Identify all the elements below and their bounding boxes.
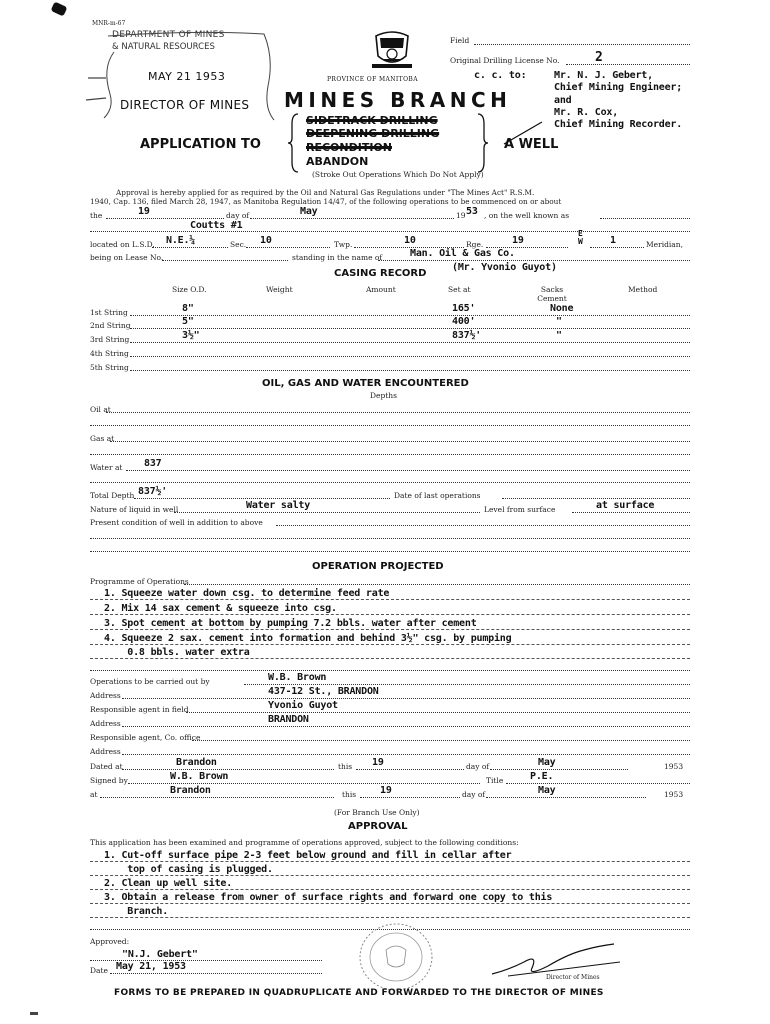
present-line-3 <box>90 551 690 552</box>
casing-sacks: " <box>556 330 562 341</box>
at-label: at <box>90 790 98 799</box>
casing-size: 5" <box>182 316 194 327</box>
month-line <box>250 218 454 219</box>
dated-year: 1953 <box>664 762 684 771</box>
address-label: Address <box>90 691 121 700</box>
water-value: 837 <box>144 458 162 469</box>
province-label: PROVINCE OF MANITOBA <box>327 76 418 83</box>
title-line <box>506 783 690 784</box>
op-abandon: ABANDON <box>306 155 369 168</box>
casing-row-line <box>130 356 690 357</box>
date-label: Date <box>90 966 108 975</box>
condition-line <box>90 903 690 904</box>
nature-value: Water salty <box>246 500 311 511</box>
cc-label: c. c. to: <box>474 70 527 81</box>
dated-this-label: this <box>338 762 353 771</box>
lsd-label: located on L.S.D. <box>90 240 155 249</box>
cc-line-1: Mr. N. J. Gebert, <box>554 70 653 81</box>
dated-label: Dated at <box>90 762 123 771</box>
dated-place: Brandon <box>176 757 217 768</box>
programme-line <box>90 644 690 645</box>
stamp-border <box>84 28 284 123</box>
at-place: Brandon <box>170 785 211 796</box>
casing-row-label: 3rd String <box>90 335 130 344</box>
condition-line <box>90 917 690 918</box>
dated-month: May <box>538 757 556 768</box>
casing-header-set-at: Set at <box>448 285 471 294</box>
at-this-label: this <box>342 790 357 799</box>
province-seal-icon <box>356 920 436 994</box>
stamp-director: DIRECTOR OF MINES <box>120 98 250 112</box>
programme-line <box>184 584 690 585</box>
address-value: 437-12 St., BRANDON <box>268 686 379 697</box>
casing-row-line <box>130 315 690 316</box>
total-depth-value: 837½' <box>138 486 168 497</box>
casing-header-weight: Weight <box>266 285 293 294</box>
cc-line-3: and <box>554 95 572 106</box>
office-line <box>192 740 690 741</box>
casing-sacks: None <box>550 303 574 314</box>
carried-line <box>244 684 690 685</box>
coat-of-arms-icon <box>370 26 414 70</box>
dated-day-line <box>356 769 464 770</box>
application-to-label: APPLICATION TO <box>140 137 261 152</box>
office-label: Responsible agent, Co. office <box>90 733 201 742</box>
approval-title: APPROVAL <box>348 821 408 832</box>
programme-line <box>90 629 690 630</box>
total-depth-label: Total Depth <box>90 491 135 500</box>
lsd-value: N.E.¼ <box>166 235 196 246</box>
at-day: 19 <box>380 785 392 796</box>
day-line <box>106 218 224 219</box>
condition-line <box>90 875 690 876</box>
cc-line-5: Chief Mining Recorder. <box>554 119 683 130</box>
casing-set-at: 165' <box>452 303 476 314</box>
level-label: Level from surface <box>484 505 556 514</box>
left-brace <box>288 112 300 174</box>
casing-size: 8" <box>182 303 194 314</box>
casing-title: CASING RECORD <box>334 268 427 279</box>
last-ops-line <box>502 498 690 499</box>
lsd-line <box>152 247 228 248</box>
address-3-label: Address <box>90 747 121 756</box>
op-deepening: DEEPENING DRILLING <box>306 127 440 140</box>
signed-line <box>128 783 480 784</box>
address-3-line <box>122 754 690 755</box>
condition-item: 2. Clean up well site. <box>104 878 233 889</box>
meridian-label: Meridian, <box>646 240 683 249</box>
nature-line <box>174 512 480 513</box>
right-brace <box>476 112 488 174</box>
date-line <box>110 973 322 974</box>
branch-title: MINES BRANCH <box>284 88 512 112</box>
approval-text-2: 1940, Cap. 136, filed March 28, 1947, as Manitoba Regulation 14/47, of the following operations to be commenced on or about <box>90 197 562 206</box>
license-line <box>566 64 690 65</box>
at-month-line <box>486 797 646 798</box>
day-value: 19 <box>138 206 150 217</box>
license-label: Original Drilling License No. <box>450 56 560 65</box>
well-known-label: , on the well known as <box>484 211 570 220</box>
programme-item: 1. Squeeze water down csg. to determine feed rate <box>104 588 390 599</box>
nature-label: Nature of liquid in well <box>90 505 179 514</box>
gas-label: Gas at <box>90 434 115 443</box>
water-label: Water at <box>90 463 123 472</box>
address-2-value: BRANDON <box>268 714 309 725</box>
programme-item: 2. Mix 14 sax cement & squeeze into csg. <box>104 603 337 614</box>
total-depth-line <box>134 498 390 499</box>
encountered-title: OIL, GAS AND WATER ENCOUNTERED <box>262 378 469 389</box>
carried-value: W.B. Brown <box>268 672 327 683</box>
programme-item: 0.8 bbls. water extra <box>104 647 250 658</box>
standing-value: Man. Oil & Gas Co. <box>410 248 515 259</box>
water-line-2 <box>90 482 690 483</box>
programme-item: 4. Squeeze 2 sax. cement into formation and behind 3½" csg. by pumping <box>104 633 512 644</box>
projected-title: OPERATION PROJECTED <box>312 561 444 572</box>
casing-row-line <box>130 328 690 329</box>
oil-line-2 <box>90 425 690 426</box>
condition-item: 3. Obtain a release from owner of surface rights and forward one copy to this <box>104 892 553 903</box>
address-2-line <box>122 726 690 727</box>
gas-line-2 <box>90 454 690 455</box>
approval-text-1: Approval is hereby applied for as required by the Oil and Natural Gas Regulations under "The Mines Act" R.S.M. <box>116 188 535 197</box>
month-value: May <box>300 206 318 217</box>
rge-value: 19 <box>512 235 524 246</box>
dated-month-line <box>490 769 628 770</box>
lease-line <box>162 260 288 261</box>
at-dayof-label: day of <box>462 790 486 799</box>
title-label: Title <box>486 776 504 785</box>
signed-label: Signed by <box>90 776 128 785</box>
casing-row-label: 5th String <box>90 363 129 372</box>
casing-row-line <box>130 342 690 343</box>
at-day-line <box>360 797 460 798</box>
casing-sacks: " <box>556 316 562 327</box>
cc-line-2: Chief Mining Engineer; <box>554 82 683 93</box>
field-line <box>474 44 690 45</box>
casing-row-label: 2nd String <box>90 321 131 330</box>
programme-line <box>90 599 690 600</box>
meridian-line <box>590 247 644 248</box>
programme-line <box>90 614 690 615</box>
casing-header-method: Method <box>628 285 658 294</box>
license-value: 2 <box>595 50 603 65</box>
level-value: at surface <box>596 500 655 511</box>
casing-header-amount: Amount <box>366 285 396 294</box>
approval-note: This application has been examined and programme of operations approved, subject to the following conditions: <box>90 838 519 847</box>
form-number: MNR-m-67 <box>92 20 126 27</box>
condition-item: 1. Cut-off surface pipe 2-3 feet below ground and fill in cellar after <box>104 850 512 861</box>
agent-line <box>186 712 690 713</box>
well-name: Coutts #1 <box>190 220 243 231</box>
condition-item: top of casing is plugged. <box>104 864 273 875</box>
meridian-number: 1 <box>610 235 616 246</box>
strike-note: (Stroke Out Operations Which Do Not Apply) <box>312 170 484 179</box>
casing-owner: (Mr. Yvonio Guyot) <box>452 262 557 273</box>
twp-label: Twp. <box>334 240 353 249</box>
lease-label: being on Lease No. <box>90 253 164 262</box>
footer-instructions: FORMS TO BE PREPARED IN QUADRUPLICATE AND FORWARDED TO THE DIRECTOR OF MINES <box>114 988 604 998</box>
sec-label: Sec. <box>230 240 247 249</box>
at-year: 1953 <box>664 790 684 799</box>
casing-row-label: 4th String <box>90 349 129 358</box>
year-prefix: 19 <box>456 211 466 220</box>
programme-line <box>90 658 690 659</box>
agent-value: Yvonio Guyot <box>268 700 338 711</box>
scan-mark <box>30 1012 38 1015</box>
standing-label: standing in the name of <box>292 253 383 262</box>
condition-line <box>90 889 690 890</box>
level-line <box>572 512 690 513</box>
title-value: P.E. <box>530 771 554 782</box>
at-month: May <box>538 785 556 796</box>
branch-use-label: (For Branch Use Only) <box>334 808 420 817</box>
stamp-date: MAY 21 1953 <box>148 70 226 83</box>
at-place-line <box>100 797 334 798</box>
standing-line <box>378 260 690 261</box>
sec-value: 10 <box>260 235 272 246</box>
present-label: Present condition of well in addition to above <box>90 518 263 527</box>
depths-label: Depths <box>370 391 397 400</box>
day-of-label: day of <box>226 211 250 220</box>
signed-value: W.B. Brown <box>170 771 229 782</box>
a-well-label: A WELL <box>504 137 559 152</box>
well-name-line <box>90 231 690 232</box>
approved-value: "N.J. Gebert" <box>122 949 198 960</box>
direction-value: E W <box>578 229 583 246</box>
casing-header-sacks: Sacks Cement <box>537 285 567 303</box>
casing-size: 3½" <box>182 330 200 341</box>
water-line <box>126 470 690 471</box>
director-label: Director of Mines <box>546 974 600 981</box>
oil-line <box>106 412 690 413</box>
well-known-line <box>600 218 690 219</box>
the-label: the <box>90 211 103 220</box>
rge-label: Rge. <box>466 240 484 249</box>
op-recondition: RECONDITION <box>306 141 392 154</box>
address-line <box>122 698 690 699</box>
casing-header-size: Size O.D. <box>172 285 207 294</box>
casing-row-label: 1st String <box>90 308 128 317</box>
address-2-label: Address <box>90 719 121 728</box>
year-value: 53 <box>466 206 478 217</box>
present-line-2 <box>90 538 690 539</box>
gas-line <box>110 441 690 442</box>
field-label: Field <box>450 36 470 45</box>
casing-set-at: 837½' <box>452 330 482 341</box>
programme-item: 3. Spot cement at bottom by pumping 7.2 bbls. water after cement <box>104 618 477 629</box>
programme-line <box>90 670 690 671</box>
last-ops-label: Date of last operations <box>394 491 481 500</box>
cc-line-4: Mr. R. Cox, <box>554 107 619 118</box>
casing-row-line <box>130 370 690 371</box>
approved-label: Approved: <box>90 937 130 946</box>
stamp-line-1: DEPARTMENT OF MINES <box>112 30 225 40</box>
casing-set-at: 400' <box>452 316 476 327</box>
dated-day: 19 <box>372 757 384 768</box>
scan-mark <box>51 2 68 17</box>
oil-label: Oil at <box>90 405 111 414</box>
condition-item: Branch. <box>104 906 169 917</box>
op-sidetrack: SIDETRACK DRILLING <box>306 114 438 127</box>
programme-label: Programme of Operations <box>90 577 189 586</box>
carried-label: Operations to be carried out by <box>90 677 210 686</box>
sec-line <box>246 247 330 248</box>
dated-place-line <box>122 769 334 770</box>
dated-dayof-label: day of <box>466 762 490 771</box>
condition-line <box>90 861 690 862</box>
agent-label: Responsible agent in field <box>90 705 189 714</box>
present-line <box>276 525 690 526</box>
twp-value: 10 <box>404 235 416 246</box>
date-value: May 21, 1953 <box>116 961 186 972</box>
stamp-line-2: & NATURAL RESOURCES <box>112 42 215 52</box>
